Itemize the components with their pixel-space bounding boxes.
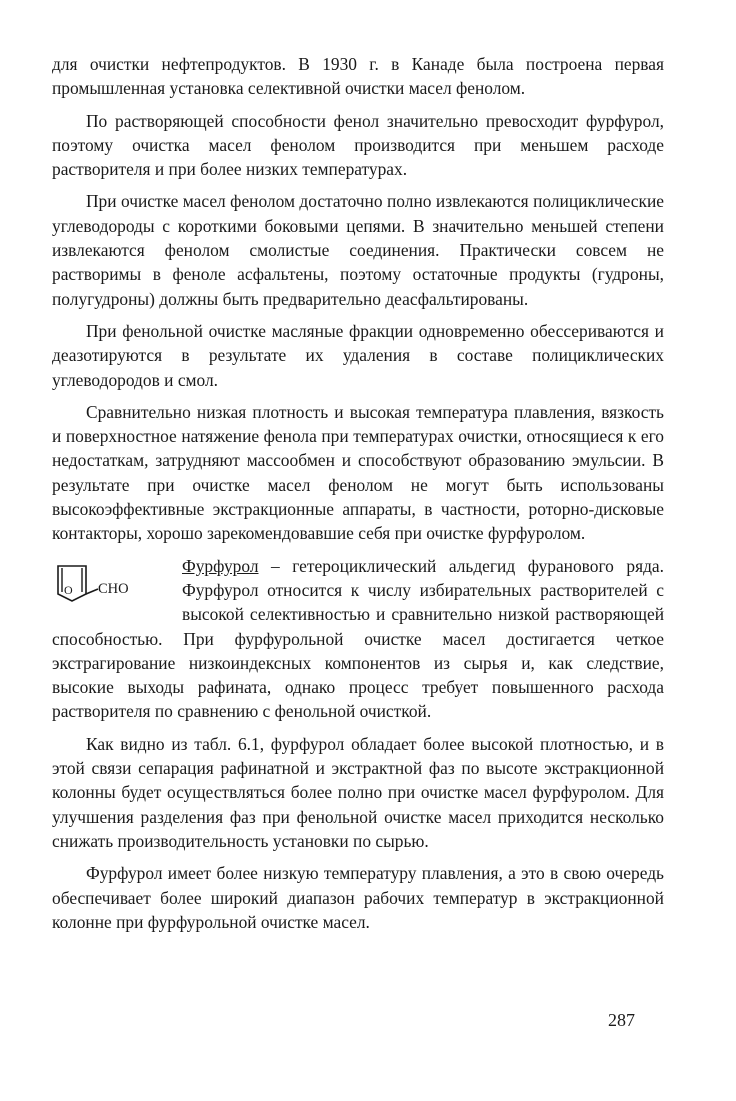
page-body <box>52 52 664 942</box>
paragraph-4: При фенольной очистке масляные фракции одновременно обессериваются и деазотируются в результате их удаления в составе полициклических углеводородов и смол. <box>52 320 664 390</box>
paragraph-7: Фурфурол имеет более низкую температуру плавления, а это в свою очередь обеспечивает более широкий диапазон рабочих температур в экстракционной колонне при фурфурольной очистке масел. <box>52 863 664 932</box>
paragraph-3: При очистке масел фенолом достаточно полно извлекаются полициклические углеводороды с короткими боковыми цепями. В значительно меньшей степени извлекаются фенолом смолистые соединения. Практически совсем не растворимы в феноле асфальтены, поэтому остаточные продукты (гудроны, полугудроны) должны быть предварительно деасфальтированы. <box>52 191 664 309</box>
furfural-term: Фурфурол <box>182 555 259 576</box>
paragraph-2: По растворяющей способности фенол значительно превосходит фурфурол, поэтому очистка масел фенолом производится при меньшем расходе растворителя и при более низких температурах. <box>52 110 664 180</box>
ring-oxygen-label: O <box>64 582 73 597</box>
furfural-section <box>52 554 664 724</box>
furfural-structure-formula <box>52 556 172 622</box>
furfural-description: – гетероциклический альдегид фуранового ряда. Фурфурол относится к числу избирательных растворителей с высокой селективностью и сравнительно низкой растворяющей способностью. При фурфурольной очистке масел достигается четкое экстрагирование низкоиндексных компонентов из сырья и, как следствие, высокие выходы рафината, однако процесс требует повышенного расхода растворителя по сравнению с фенольной очисткой. <box>52 555 664 722</box>
paragraph-5: Сравнительно низкая плотность и высокая температура плавления, вязкость и поверхностное натяжение фенола при температурах очистки, относящиеся к его недостаткам, затрудняют массообмен и способствуют образованию эмульсии. В результате при очистке масел фенолом не могут быть использованы высокоэффективные экстракционные аппараты, в частности, роторно-дисковые контакторы, хорошо зарекомендовавшие себя при очистке фурфуролом. <box>52 401 664 544</box>
paragraph-6: Как видно из табл. 6.1, фурфурол обладает более высокой плотностью, и в этой связи сепарация рафинатной и экстрактной фаз по высоте экстракционной колонны будет осуществляться более полно при очистке масел фурфуролом. Для улучшения разделения фаз при фенольной очистке масел приходится несколько снижать производительность установки по сырью. <box>52 733 664 851</box>
page-number: 287 <box>608 1010 635 1030</box>
paragraph-1: для очистки нефтепродуктов. В 1930 г. в Канаде была построена первая промышленная установка селективной очистки масел фенолом. <box>52 54 664 99</box>
aldehyde-group-label: CHO <box>98 580 129 597</box>
